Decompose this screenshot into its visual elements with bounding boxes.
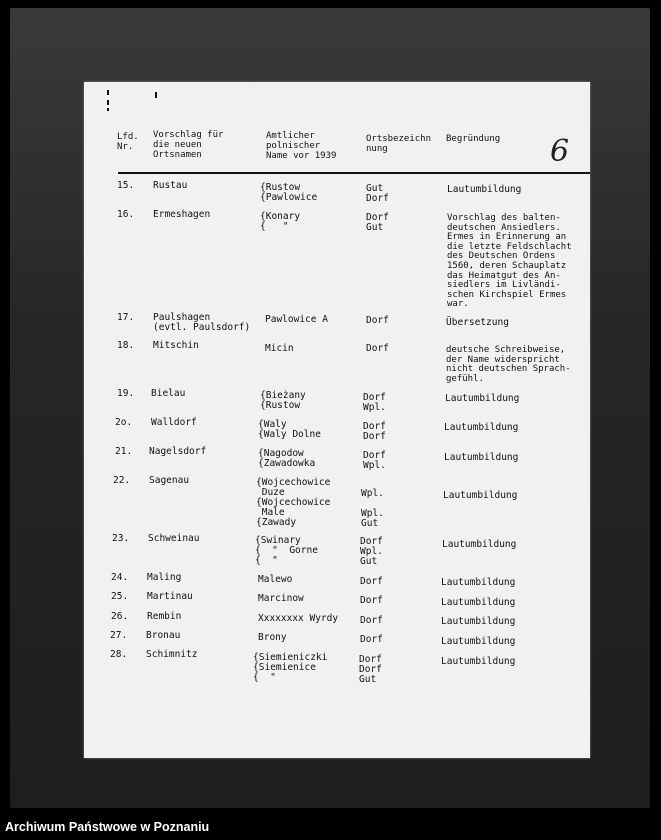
row-reason: Lautumbildung — [447, 184, 522, 195]
row-type: Dorf — [360, 595, 383, 606]
header-official: Amtlicher polnischer Name vor 1939 — [266, 131, 337, 161]
row-nr: 22. — [113, 475, 131, 486]
row-proposal: Paulshagen (evtl. Paulsdorf) — [153, 312, 251, 333]
hole-punch-mark — [155, 92, 157, 98]
row-official: {Nagodow {Zawadowka — [258, 448, 316, 469]
row-nr: 18. — [117, 340, 135, 351]
row-reason: Lautumbildung — [441, 577, 516, 588]
row-reason: deutsche Schreibweise, der Name widerspricht nicht deutschen Sprach- gefühl. — [446, 345, 571, 384]
row-proposal: Rembin — [147, 611, 182, 622]
row-proposal: Bielau — [151, 388, 186, 399]
row-reason: Vorschlag des balten- deutschen Ansiedlers. Ermes in Erinnerung an die letzte Feldschlacht des Deutschen Ordens 1560, deren Schauplatz das Heimatgut des An- siedlers im Livländi- schen Kirchspiel Ermes war. — [447, 213, 572, 310]
row-nr: 23. — [112, 533, 130, 544]
row-official: {Rustow {Pawlowice — [260, 182, 318, 203]
row-proposal: Martinau — [147, 591, 193, 602]
row-official: Brony — [258, 632, 287, 643]
row-proposal: Maling — [147, 572, 182, 583]
row-type: Dorf — [360, 615, 383, 626]
row-proposal: Nagelsdorf — [149, 446, 207, 457]
row-type: Dorf — [366, 343, 389, 354]
row-proposal: Sagenau — [149, 475, 190, 486]
row-type: Dorf — [360, 634, 383, 645]
row-type: Dorf Wpl. — [363, 450, 386, 471]
row-official: {Waly {Waly Dolne — [258, 419, 321, 440]
row-nr: 17. — [117, 312, 135, 323]
row-reason: Lautumbildung — [444, 422, 519, 433]
archive-caption-bar — [0, 812, 661, 840]
row-nr: 2o. — [115, 417, 133, 428]
row-official: {Wojcechowice Duze {Wojcechowice Male {Zawady — [256, 477, 331, 528]
row-nr: 26. — [111, 611, 129, 622]
header-proposal: Vorschlag für die neuen Ortsnamen — [153, 130, 224, 160]
row-official: {Bieżany {Rustow — [260, 390, 306, 411]
row-proposal: Rustau — [153, 180, 188, 191]
header-type: Ortsbezeichn nung — [366, 134, 432, 154]
row-official: {Siemieniczki {Siemienice { " — [253, 652, 328, 683]
hole-punch-mark — [107, 90, 109, 95]
row-reason: Lautumbildung — [441, 616, 516, 627]
archive-caption: Archiwum Państwowe w Poznaniu — [5, 820, 210, 834]
row-type: Dorf — [360, 576, 383, 587]
row-reason: Übersetzung — [446, 317, 509, 328]
header-nr: Lfd. Nr. — [117, 132, 139, 152]
row-type: Dorf Gut — [366, 212, 389, 233]
row-proposal: Ermeshagen — [153, 209, 211, 220]
row-type: Wpl. Wpl. Gut — [361, 488, 384, 529]
row-nr: 15. — [117, 180, 135, 191]
row-type: Dorf Wpl. Gut — [360, 536, 383, 567]
row-official: Marcinow — [258, 593, 304, 604]
row-nr: 19. — [117, 388, 135, 399]
row-official: Micin — [265, 343, 294, 354]
row-reason: Lautumbildung — [441, 597, 516, 608]
header-reason: Begründung — [446, 134, 501, 144]
row-nr: 25. — [111, 591, 129, 602]
row-nr: 24. — [111, 572, 129, 583]
row-type: Dorf Wpl. — [363, 392, 386, 413]
row-nr: 21. — [115, 446, 133, 457]
row-type: Dorf Dorf Gut — [359, 654, 382, 685]
row-proposal: Schweinau — [148, 533, 200, 544]
row-reason: Lautumbildung — [443, 490, 518, 501]
row-type: Dorf — [366, 315, 389, 326]
row-nr: 27. — [110, 630, 128, 641]
row-proposal: Walldorf — [151, 417, 197, 428]
row-reason: Lautumbildung — [441, 656, 516, 667]
row-official: Malewo — [258, 574, 293, 585]
page-number-handwritten: 6 — [550, 134, 570, 169]
row-official: Xxxxxxxx Wyrdy — [258, 613, 339, 624]
header-divider — [118, 172, 590, 174]
row-reason: Lautumbildung — [444, 452, 519, 463]
row-reason: Lautumbildung — [445, 393, 520, 404]
row-official: {Konary { " — [260, 211, 301, 232]
row-nr: 16. — [117, 209, 135, 220]
row-proposal: Schimnitz — [146, 649, 198, 660]
row-official: Pawlowice A — [265, 314, 328, 325]
row-proposal: Bronau — [146, 630, 181, 641]
row-official: {Swinary { " Gorne { " — [255, 535, 318, 566]
hole-punch-mark — [107, 108, 109, 111]
row-nr: 28. — [110, 649, 128, 660]
row-reason: Lautumbildung — [441, 636, 516, 647]
row-type: Dorf Dorf — [363, 421, 386, 442]
hole-punch-mark — [107, 100, 109, 105]
row-type: Gut Dorf — [366, 183, 389, 204]
row-reason: Lautumbildung — [442, 539, 517, 550]
row-proposal: Mitschin — [153, 340, 199, 351]
